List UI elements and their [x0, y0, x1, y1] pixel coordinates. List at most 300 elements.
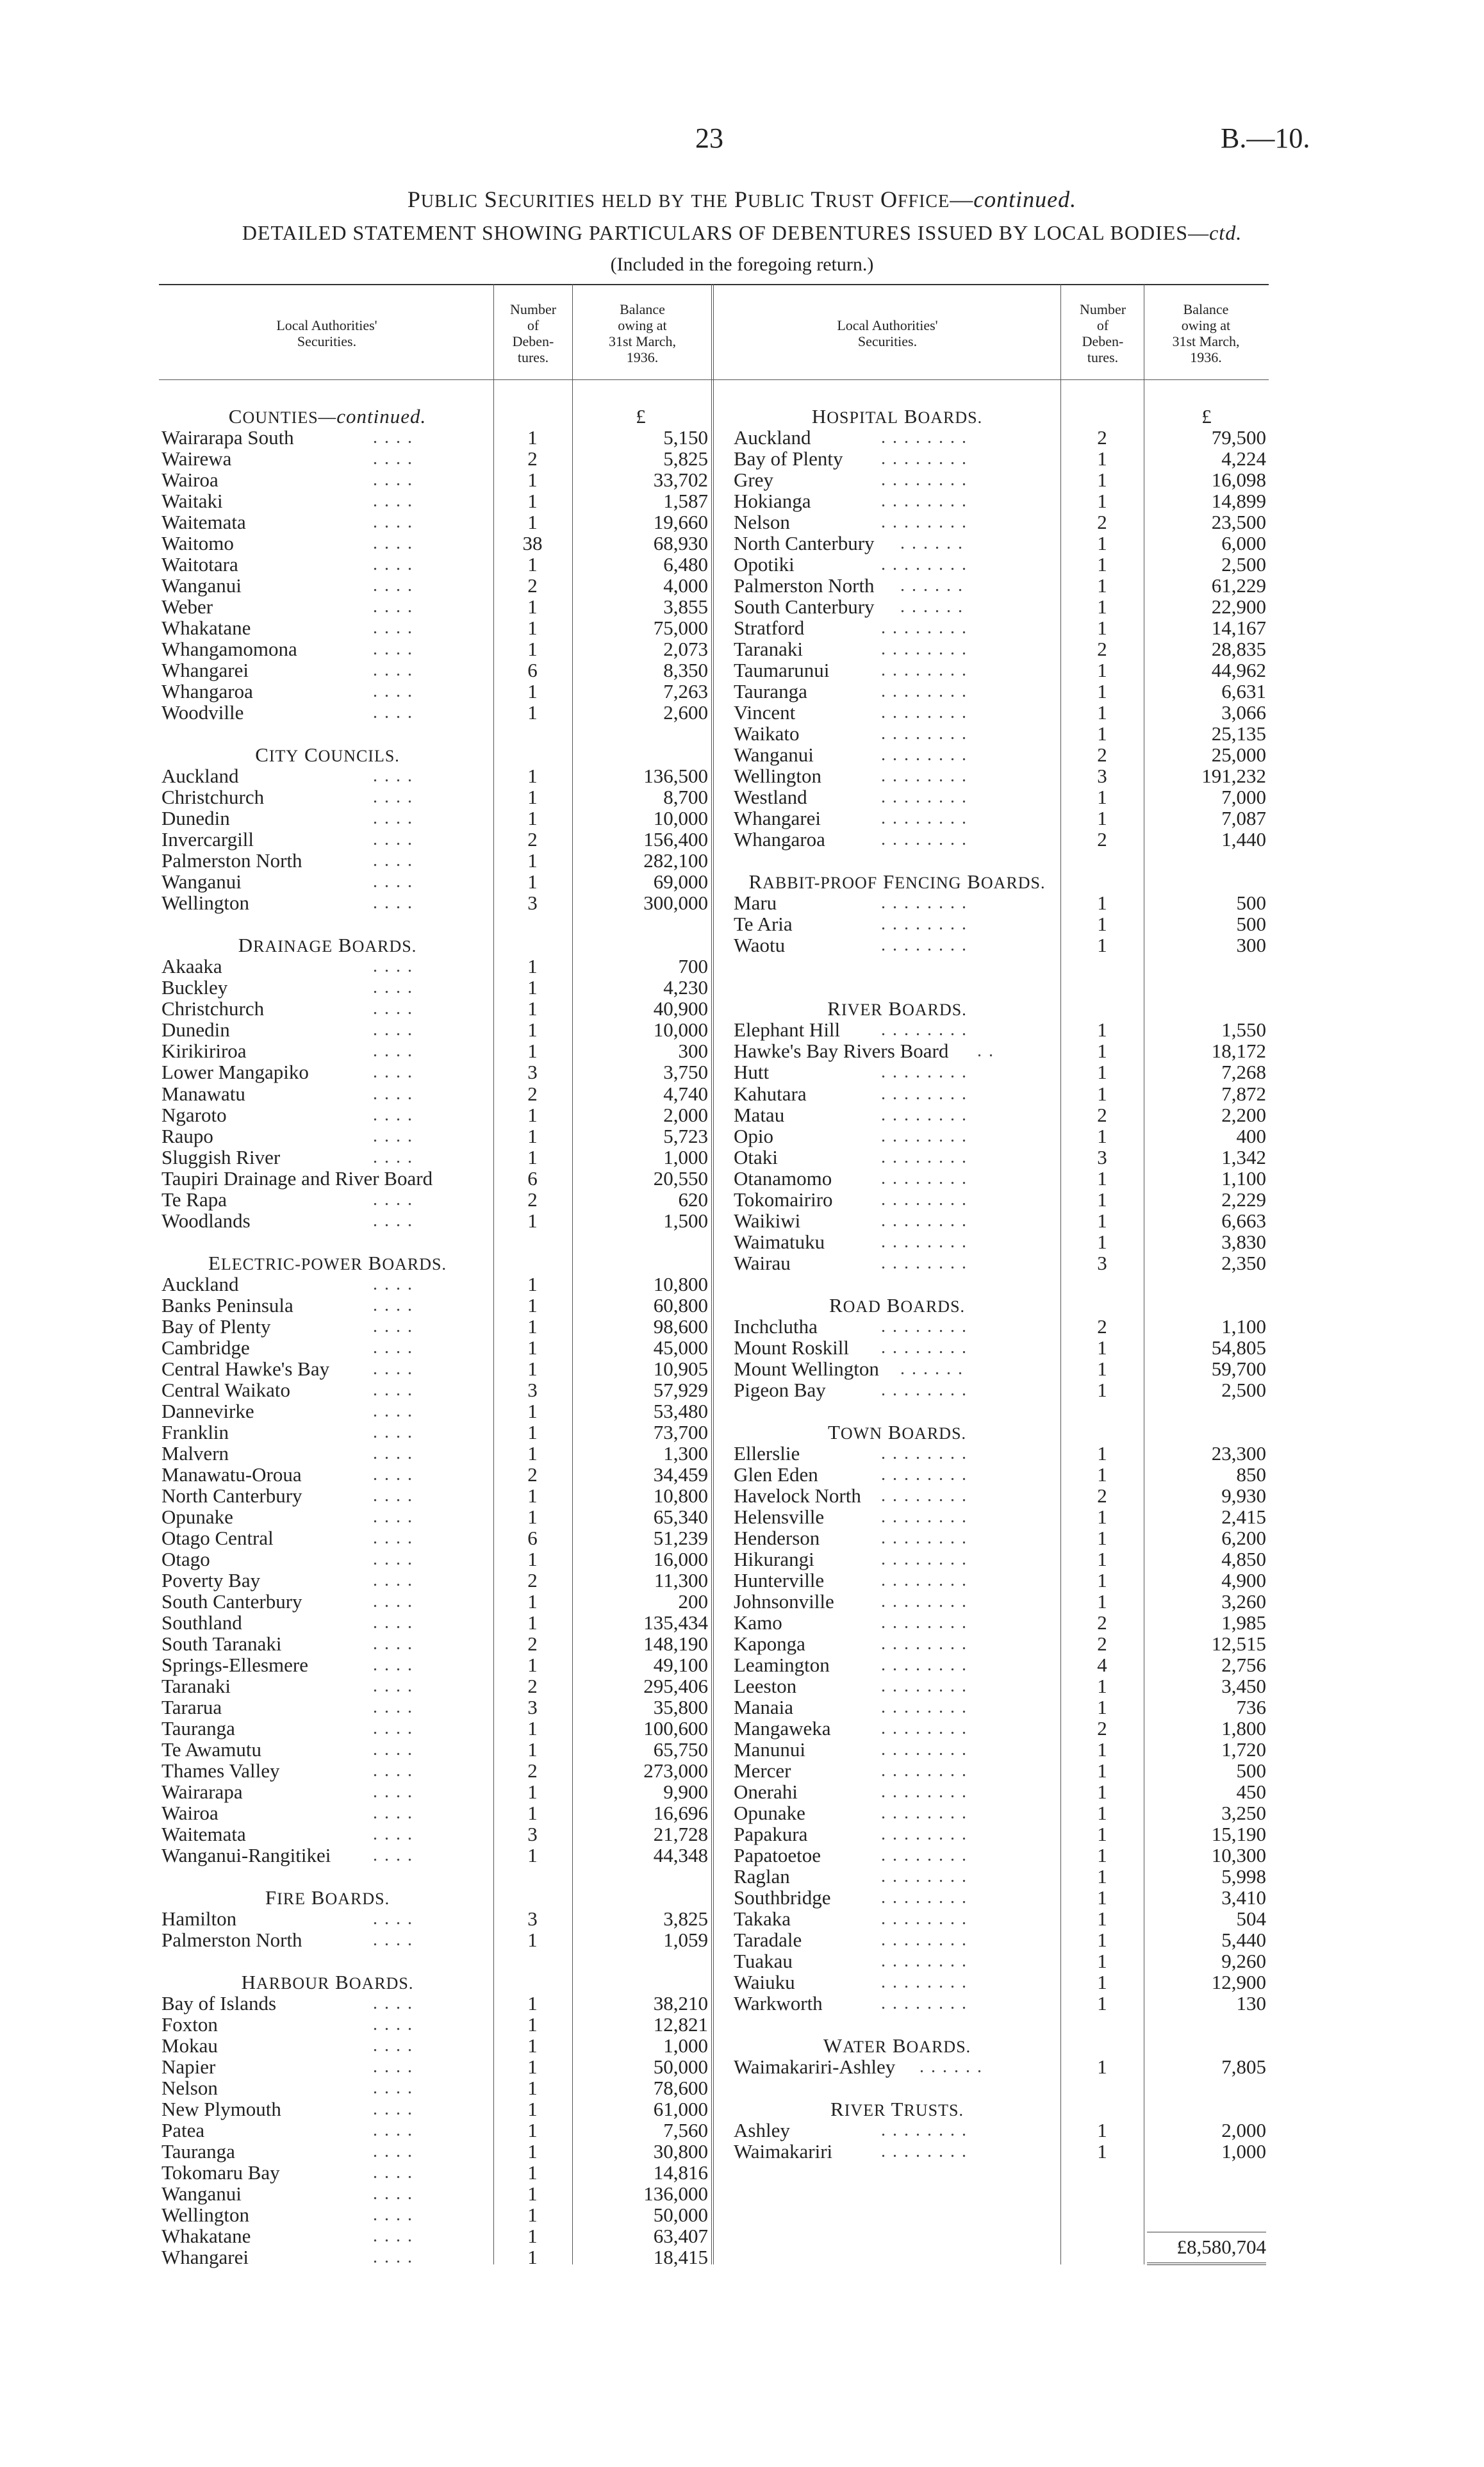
- debenture-count: 1: [1097, 1061, 1107, 1084]
- leader-dots: . . . . . . . .: [881, 914, 968, 934]
- authority-name: Whangamomona: [161, 638, 297, 661]
- balance-owing: 7,560: [663, 2119, 708, 2142]
- header-number-right: Number of Deben- tures.: [1079, 301, 1126, 365]
- leader-dots: . . . . . . . .: [881, 1951, 968, 1972]
- balance-owing: 1,985: [1221, 1611, 1266, 1634]
- balance-owing: 53,480: [653, 1399, 708, 1422]
- balance-owing: 35,800: [653, 1695, 708, 1718]
- table-row: [734, 913, 1266, 934]
- table-row: [161, 1485, 709, 1506]
- table-row: [734, 1697, 1266, 1718]
- authority-name: Wairoa: [161, 469, 218, 492]
- authority-name: Auckland: [161, 765, 239, 788]
- authority-name: Malvern: [161, 1441, 229, 1465]
- balance-owing: 28,835: [1211, 638, 1266, 661]
- balance-owing: 3,830: [1221, 1230, 1266, 1253]
- section-heading-label: FIRE BOARDS.: [265, 1886, 390, 1909]
- debenture-count: 1: [527, 1293, 538, 1317]
- table-row: [734, 554, 1266, 575]
- table-row: [161, 808, 709, 829]
- authority-name: Palmerston North: [161, 849, 302, 872]
- debenture-count: 1: [527, 1716, 538, 1740]
- spacer-row: [734, 977, 1266, 998]
- balance-owing: 2,415: [1221, 1505, 1266, 1528]
- debenture-count: 1: [1097, 1441, 1107, 1465]
- balance-owing: 7,872: [1221, 1082, 1266, 1105]
- table-row: [161, 1697, 709, 1718]
- leader-dots: . . . . . . . .: [881, 1866, 968, 1887]
- table-row: [161, 1337, 709, 1358]
- section-heading-label: RABBIT-PROOF FENCING BOARDS.: [748, 870, 1046, 893]
- balance-owing: 500: [1236, 892, 1266, 915]
- authority-name: Tuakau: [734, 1950, 793, 1973]
- table-row: [734, 1379, 1266, 1400]
- balance-owing: 2,000: [663, 1103, 708, 1126]
- table-row: [734, 681, 1266, 702]
- section-heading: [161, 744, 709, 765]
- debenture-count: 1: [1097, 469, 1107, 492]
- table-row: [734, 1866, 1266, 1887]
- table-row: [161, 1612, 709, 1633]
- leader-dots: . . . .: [373, 618, 413, 638]
- debenture-count: 1: [1097, 1082, 1107, 1105]
- authority-name: Stratford: [734, 617, 805, 640]
- leader-dots: . . . .: [373, 2205, 413, 2225]
- debenture-count: 3: [1097, 1145, 1107, 1168]
- table-row: [161, 490, 709, 511]
- debenture-count: 1: [527, 1124, 538, 1147]
- authority-name: Leamington: [734, 1653, 830, 1676]
- table-row: [161, 1633, 709, 1654]
- table-row: [161, 617, 709, 638]
- balance-owing: 500: [1236, 1759, 1266, 1782]
- section-heading: [734, 406, 1266, 427]
- balance-owing: 10,300: [1211, 1844, 1266, 1867]
- debenture-count: 2: [527, 1632, 538, 1655]
- authority-name: Waikiwi: [734, 1209, 801, 1232]
- leader-dots: . . . .: [373, 2163, 413, 2183]
- document-reference: B.—10.: [1221, 122, 1310, 154]
- authority-name: Mangaweka: [734, 1716, 831, 1740]
- authority-name: Raglan: [734, 1865, 790, 1888]
- debenture-count: 1: [527, 553, 538, 576]
- debenture-count: 1: [527, 2204, 538, 2227]
- leader-dots: . . . .: [373, 1443, 413, 1463]
- leader-dots: . . . . . . . .: [881, 1612, 968, 1632]
- debenture-count: 1: [527, 1929, 538, 1952]
- balance-owing: 54,805: [1211, 1336, 1266, 1359]
- leader-dots: . . . .: [373, 1739, 413, 1759]
- table-row: [734, 1464, 1266, 1485]
- leader-dots: . . . . . . . .: [881, 787, 968, 808]
- table-row: [734, 808, 1266, 829]
- section-heading: [734, 1295, 1266, 1316]
- authority-name: Taupiri Drainage and River Board: [161, 1167, 433, 1190]
- balance-owing: 20,550: [653, 1167, 708, 1190]
- table-row: [734, 1485, 1266, 1506]
- balance-owing: 1,500: [663, 1209, 708, 1232]
- leader-dots: . . . .: [373, 1909, 413, 1929]
- table-row: [161, 2225, 709, 2247]
- leader-dots: . . . . . . . .: [881, 829, 968, 850]
- authority-name: Opio: [734, 1124, 773, 1147]
- leader-dots: . . . . . . . .: [881, 681, 968, 702]
- spacer-row: [734, 956, 1266, 977]
- debenture-count: 1: [527, 2056, 538, 2079]
- section-heading-label: RIVER TRUSTS.: [830, 2098, 964, 2121]
- spacer-row: [161, 1950, 709, 1972]
- debenture-count: 1: [527, 1441, 538, 1465]
- table-row: [734, 1633, 1266, 1654]
- table-row: [734, 723, 1266, 744]
- leader-dots: . . . . . . . .: [881, 1506, 968, 1527]
- balance-owing: 9,930: [1221, 1484, 1266, 1507]
- leader-dots: . . . .: [373, 2014, 413, 2035]
- section-heading: [734, 2098, 1266, 2120]
- table-row: [161, 1189, 709, 1210]
- debenture-count: 1: [1097, 1463, 1107, 1486]
- authority-name: Whangarei: [161, 2246, 249, 2269]
- debenture-count: 1: [1097, 2140, 1107, 2163]
- balance-owing: 6,480: [663, 553, 708, 576]
- balance-owing: 14,899: [1211, 490, 1266, 513]
- debenture-count: 1: [1097, 807, 1107, 830]
- table-row: [734, 1929, 1266, 1950]
- balance-owing: 7,087: [1221, 807, 1266, 830]
- leader-dots: . . . . . . . .: [881, 1189, 968, 1209]
- leader-dots: . . . .: [373, 2057, 413, 2077]
- section-heading: [161, 1887, 709, 1908]
- leader-dots: . . . .: [373, 1761, 413, 1781]
- balance-owing: 4,000: [663, 574, 708, 597]
- authority-name: Southbridge: [734, 1886, 831, 1909]
- debenture-count: 1: [1097, 934, 1107, 957]
- table-row: [734, 1718, 1266, 1739]
- debenture-count: 1: [1097, 1124, 1107, 1147]
- authority-name: Manunui: [734, 1738, 805, 1761]
- balance-owing: 23,500: [1211, 511, 1266, 534]
- authority-name: Christchurch: [161, 786, 265, 809]
- balance-owing: 500: [1236, 913, 1266, 936]
- leader-dots: . . . .: [373, 660, 413, 681]
- table-row: [161, 1147, 709, 1168]
- debenture-count: 1: [1097, 1018, 1107, 1042]
- leader-dots: . . . . . . . .: [881, 618, 968, 638]
- debenture-count: 1: [1097, 1378, 1107, 1401]
- balance-owing: 5,150: [663, 426, 708, 449]
- authority-name: Opotiki: [734, 553, 795, 576]
- debenture-count: 1: [1097, 2056, 1107, 2079]
- table-row: [734, 1993, 1266, 2014]
- leader-dots: . . . .: [373, 2036, 413, 2056]
- leader-dots: . . . .: [373, 1930, 413, 1950]
- table-row: [734, 1950, 1266, 1972]
- authority-name: Waitemata: [161, 1823, 246, 1846]
- table-row: [161, 2056, 709, 2077]
- balance-owing: 736: [1236, 1695, 1266, 1718]
- debenture-count: 1: [527, 638, 538, 661]
- leader-dots: . . . .: [373, 1612, 413, 1632]
- authority-name: Dannevirke: [161, 1399, 254, 1422]
- authority-name: Buckley: [161, 976, 228, 999]
- table-row: [734, 1570, 1266, 1591]
- debenture-count: 1: [527, 701, 538, 724]
- debenture-count: 1: [527, 955, 538, 978]
- table-row: [734, 1612, 1266, 1633]
- balance-owing: 4,850: [1221, 1547, 1266, 1570]
- header-authority-right: Local Authorities' Securities.: [837, 317, 938, 349]
- table-row: [161, 427, 709, 448]
- debenture-count: 1: [527, 680, 538, 703]
- table-row: [161, 2204, 709, 2225]
- authority-name: Hikurangi: [734, 1547, 814, 1570]
- table-header-rule: [159, 379, 1269, 380]
- authority-name: Wanganui: [161, 574, 242, 597]
- debenture-count: 1: [527, 1272, 538, 1295]
- debenture-count: 1: [527, 1103, 538, 1126]
- leader-dots: . . . .: [373, 1210, 413, 1231]
- debenture-count: 1: [527, 1781, 538, 1804]
- authority-name: Wellington: [161, 892, 249, 915]
- authority-name: Tokomairiro: [734, 1188, 833, 1211]
- leader-dots: . . . . . .: [900, 576, 964, 596]
- grand-total: £8,580,704: [1176, 2236, 1266, 2258]
- balance-owing: 136,000: [643, 2182, 708, 2205]
- table-row: [734, 1337, 1266, 1358]
- debenture-count: 1: [1097, 1844, 1107, 1867]
- leader-dots: . . . .: [373, 1654, 413, 1675]
- debenture-count: 1: [527, 1802, 538, 1825]
- authority-name: Otago Central: [161, 1526, 274, 1549]
- authority-name: Wanganui-Rangitikei: [161, 1844, 331, 1867]
- balance-owing: 136,500: [643, 765, 708, 788]
- authority-name: Auckland: [734, 426, 811, 449]
- leader-dots: . . . . . . . .: [881, 1761, 968, 1781]
- debenture-count: 1: [527, 2013, 538, 2036]
- authority-name: Glen Eden: [734, 1463, 818, 1486]
- balance-owing: 34,459: [653, 1463, 708, 1486]
- section-heading-label: HOSPITAL BOARDS.: [811, 405, 983, 428]
- balance-owing: 1,800: [1221, 1716, 1266, 1740]
- spacer-row: [734, 850, 1266, 871]
- leader-dots: . . . . . . . .: [881, 512, 968, 533]
- debenture-count: 38: [522, 532, 543, 555]
- leader-dots: . . . .: [373, 1316, 413, 1336]
- balance-owing: 51,239: [653, 1526, 708, 1549]
- balance-owing: 19,660: [653, 511, 708, 534]
- table-row: [161, 1591, 709, 1612]
- table-row: [734, 638, 1266, 660]
- table-row: [161, 1210, 709, 1231]
- leader-dots: . . . .: [373, 1422, 413, 1442]
- authority-name: Woodlands: [161, 1209, 251, 1232]
- table-row: [734, 1040, 1266, 1061]
- leader-dots: . . . .: [373, 1633, 413, 1654]
- authority-name: Banks Peninsula: [161, 1293, 293, 1317]
- balance-owing: 850: [1236, 1463, 1266, 1486]
- debenture-count: 1: [527, 2225, 538, 2248]
- spacer-row: [734, 2077, 1266, 2098]
- debenture-count: 3: [527, 1378, 538, 1401]
- balance-owing: 23,300: [1211, 1441, 1266, 1465]
- leader-dots: . . . . . . . .: [881, 724, 968, 744]
- leader-dots: . . . .: [373, 428, 413, 448]
- balance-owing: 1,059: [663, 1929, 708, 1952]
- authority-name: Waitomo: [161, 532, 234, 555]
- page-title: PUBLIC SECURITIES HELD BY THE PUBLIC TRUST OFFICE—continued.: [407, 187, 1077, 212]
- table-row: [734, 427, 1266, 448]
- table-row: [161, 892, 709, 913]
- debenture-count: 1: [1097, 1568, 1107, 1591]
- balance-owing: 273,000: [643, 1759, 708, 1782]
- leader-dots: . . . . . . . .: [881, 1718, 968, 1738]
- authority-name: Dunedin: [161, 807, 230, 830]
- leader-dots: . . . .: [373, 512, 413, 533]
- balance-owing: 6,663: [1221, 1209, 1266, 1232]
- section-heading: [734, 2035, 1266, 2056]
- leader-dots: . . . . . . . .: [881, 1210, 968, 1231]
- leader-dots: . . . .: [373, 533, 413, 554]
- authority-name: Christchurch: [161, 997, 265, 1020]
- authority-name: Kahutara: [734, 1082, 807, 1105]
- table-row: [161, 1802, 709, 1823]
- leader-dots: . . . .: [373, 1993, 413, 2014]
- leader-dots: . . . . . . . .: [881, 1654, 968, 1675]
- section-heading-label: COUNTIES—continued.: [228, 405, 427, 428]
- debenture-count: 2: [1097, 743, 1107, 767]
- debenture-count: 2: [1097, 1484, 1107, 1507]
- balance-owing: 3,450: [1221, 1674, 1266, 1697]
- table-row: [161, 1061, 709, 1083]
- balance-owing: 3,750: [663, 1061, 708, 1084]
- debenture-count: 1: [527, 1399, 538, 1422]
- debenture-count: 1: [1097, 1781, 1107, 1804]
- authority-name: Ellerslie: [734, 1441, 800, 1465]
- authority-name: Sluggish River: [161, 1145, 281, 1168]
- leader-dots: . . . . . . . .: [881, 1062, 968, 1083]
- table-row: [161, 1739, 709, 1760]
- authority-name: Whangaroa: [734, 828, 825, 851]
- authority-name: Bay of Islands: [161, 1992, 277, 2015]
- total-double-rule: [1147, 2263, 1266, 2265]
- table-row: [734, 829, 1266, 850]
- table-row: [161, 596, 709, 617]
- authority-name: Invercargill: [161, 828, 254, 851]
- leader-dots: . . . .: [373, 2141, 413, 2162]
- authority-name: Hokianga: [734, 490, 811, 513]
- authority-name: Kaponga: [734, 1632, 805, 1655]
- section-heading-label: CITY COUNCILS.: [255, 743, 400, 767]
- leader-dots: . . . .: [373, 1041, 413, 1061]
- balance-owing: 18,172: [1211, 1040, 1266, 1063]
- leader-dots: . . . .: [373, 1104, 413, 1125]
- authority-name: Tararua: [161, 1695, 222, 1718]
- table-row: [161, 702, 709, 723]
- authority-name: Wanganui: [161, 2182, 242, 2205]
- header-number-left: Number of Deben- tures.: [509, 301, 557, 365]
- debenture-count: 1: [527, 2077, 538, 2100]
- balance-owing: 1,550: [1221, 1018, 1266, 1042]
- balance-owing: 2,000: [1221, 2119, 1266, 2142]
- leader-dots: . . . . . . . .: [881, 1464, 968, 1484]
- debenture-count: 1: [1097, 1230, 1107, 1253]
- table-row: [161, 871, 709, 892]
- table-row: [734, 1168, 1266, 1189]
- debenture-count: 1: [527, 1653, 538, 1676]
- leader-dots: . . . . . . . .: [881, 745, 968, 765]
- leader-dots: . . . .: [373, 470, 413, 490]
- table-row: [734, 892, 1266, 913]
- debenture-count: 2: [1097, 1315, 1107, 1338]
- table-row: [161, 1316, 709, 1337]
- authority-name: Waitaki: [161, 490, 223, 513]
- leader-dots: . . . . . . . .: [881, 1824, 968, 1845]
- column-divider: [711, 284, 712, 2264]
- leader-dots: . . . . . . . .: [881, 935, 968, 956]
- leader-dots: . . . . . . . .: [881, 1888, 968, 1908]
- balance-owing: 6,631: [1221, 680, 1266, 703]
- authority-name: Maru: [734, 892, 777, 915]
- leader-dots: . . . . . . . .: [881, 639, 968, 660]
- table-row: [161, 2098, 709, 2120]
- authority-name: Whakatane: [161, 617, 251, 640]
- debenture-count: 2: [1097, 426, 1107, 449]
- authority-name: Matau: [734, 1103, 785, 1126]
- leader-dots: . . . . . .: [900, 533, 964, 554]
- leader-dots: . . . .: [373, 956, 413, 977]
- leader-dots: . . . . . . . .: [881, 1527, 968, 1548]
- authority-name: Waiuku: [734, 1971, 795, 1994]
- balance-owing: 200: [678, 1590, 708, 1613]
- balance-owing: 282,100: [643, 849, 708, 872]
- authority-name: South Canterbury: [734, 595, 875, 619]
- page-number: 23: [695, 122, 723, 154]
- debenture-count: 1: [1097, 2119, 1107, 2142]
- debenture-count: 1: [1097, 1695, 1107, 1718]
- table-row: [734, 1104, 1266, 1126]
- table-row: [161, 1929, 709, 1950]
- authority-name: Waitotara: [161, 553, 238, 576]
- balance-owing: 191,232: [1201, 765, 1266, 788]
- table-row: [734, 575, 1266, 596]
- table-row: [161, 1781, 709, 1802]
- authority-name: Wairau: [734, 1251, 791, 1274]
- balance-owing: 3,250: [1221, 1802, 1266, 1825]
- balance-owing: 60,800: [653, 1293, 708, 1317]
- balance-owing: 295,406: [643, 1674, 708, 1697]
- leader-dots: . . . .: [373, 808, 413, 829]
- leader-dots: . . . . . . . .: [881, 554, 968, 575]
- debenture-count: 1: [527, 870, 538, 893]
- table-row: [161, 1019, 709, 1040]
- debenture-count: 1: [1097, 1759, 1107, 1782]
- debenture-count: 1: [527, 786, 538, 809]
- leader-dots: . . . . . . . .: [881, 1697, 968, 1717]
- table-row: [161, 1675, 709, 1697]
- spacer-row: [161, 913, 709, 934]
- balance-owing: 44,348: [653, 1844, 708, 1867]
- balance-owing: 44,962: [1211, 659, 1266, 682]
- authority-name: Manawatu-Oroua: [161, 1463, 302, 1486]
- leader-dots: . . . .: [373, 1189, 413, 1209]
- table-row: [161, 1295, 709, 1316]
- section-heading-label: HARBOUR BOARDS.: [241, 1971, 414, 1994]
- debenture-count: 1: [1097, 1802, 1107, 1825]
- balance-owing: 61,229: [1211, 574, 1266, 597]
- authority-name: Tauranga: [734, 680, 807, 703]
- leader-dots: . . . .: [373, 1400, 413, 1421]
- leader-dots: . . . . . . . .: [881, 1252, 968, 1273]
